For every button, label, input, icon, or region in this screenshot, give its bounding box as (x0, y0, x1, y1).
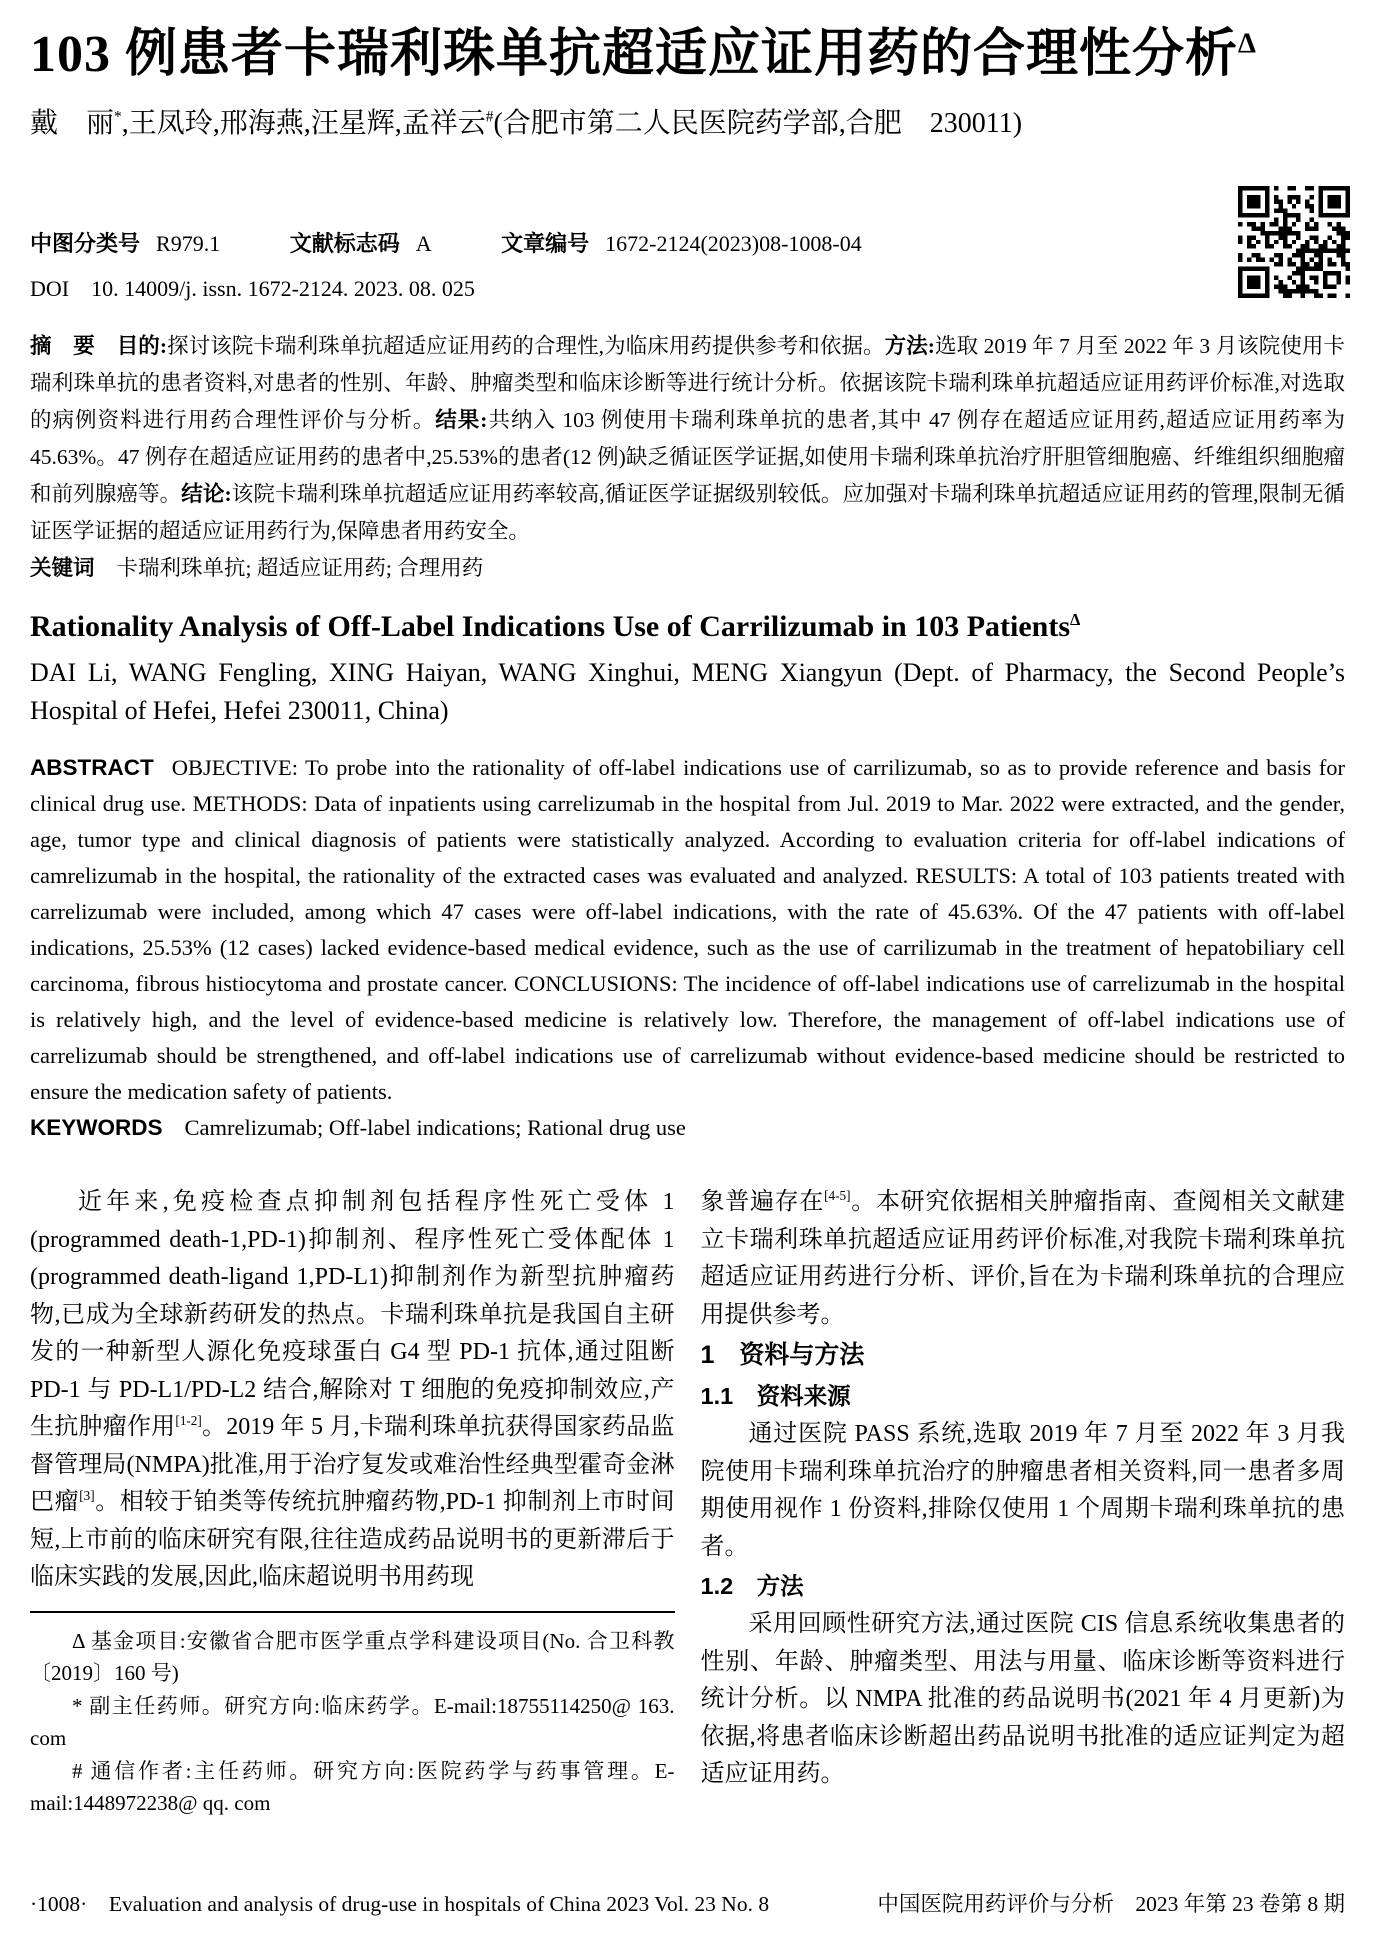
article-no-label: 文章编号 (501, 231, 590, 257)
right-column (701, 1184, 1346, 1820)
doi-row (30, 276, 1345, 302)
intro-seg-1: 近年来,免疫检查点抑制剂包括程序性死亡受体 1 (programmed death-1,PD-1)抑制剂、程序性死亡受体配体 1 (programmed death-ligand 1,PD-L1)抑制剂作为新型抗肿瘤药物,已成为全球新药研发的热点。卡瑞利珠单抗是我国自主研发的一种新型人源化免疫球蛋白 G4 型 PD-1 抗体,通过阻断 PD-1 与 PD-L1/PD-L2 结合,解除对 T 细胞的免疫抑制效应,产生抗肿瘤作用 (30, 1189, 675, 1441)
page-title (30, 20, 1345, 90)
objective-en-text: To probe into the rationality of off-label indications use of carrilizumab, so as to provide reference and basis for clinical drug use. (30, 755, 1345, 817)
intro-paragraph (30, 1184, 675, 1597)
page-footer (30, 1887, 1345, 1918)
keywords-en-label: KEYWORDS (30, 1115, 163, 1141)
author-first-mark: * (114, 108, 122, 126)
doc-code-value: A (415, 231, 432, 257)
english-title-superscript: Δ (1070, 610, 1081, 630)
clc-group (30, 231, 220, 256)
keywords-en-text: Camrelizumab; Off-label indications; Rational drug use (184, 1115, 686, 1141)
keywords-cn-text: 卡瑞利珠单抗; 超适应证用药; 合理用药 (116, 556, 484, 581)
author-first: 戴 丽 (30, 108, 115, 140)
qr-code (1238, 186, 1350, 298)
classification-row (30, 227, 1345, 258)
abstract-cn-label: 摘 要 (30, 334, 95, 359)
results-cn-label: 结果: (435, 408, 488, 433)
title-superscript: Δ (1238, 28, 1257, 60)
keywords-english (30, 1110, 1345, 1146)
results-en-text: A total of 103 patients treated with carrelizumab were included, among which 47 cases were off-label indications, with the rate of 45.63%. Of the 47 patients with off-label indications, 25.53% (12 cases) lacked evidence-based medical evidence, such as the use of carrilizumab in the treatment of hepatobiliary cell carcinoma, fibrous histiocytoma and prostate cancer. (30, 863, 1346, 997)
abstract-chinese (30, 328, 1345, 550)
conclusions-en-label: CONCLUSIONS: (514, 971, 678, 997)
intro-seg-3: 。相较于铂类等传统抗肿瘤药物,PD-1 抑制剂上市时间短,上市前的临床研究有限,往往造成药品说明书的更新滞后于临床实践的发展,因此,临床超说明书用药现 (30, 1489, 675, 1591)
doc-code-label: 文献标志码 (289, 231, 400, 257)
corresponding-note: # 通信作者:主任药师。研究方向:医院药学与药事管理。E-mail:1448972238@ qq. com (30, 1758, 675, 1816)
left-column (30, 1184, 675, 1820)
article-no-group (501, 231, 862, 256)
ref-1-2: [1-2] (175, 1413, 202, 1429)
doc-code-group (290, 231, 432, 256)
article-meta (30, 227, 1345, 302)
section-1-2-heading: 1.2 方法 (700, 1573, 804, 1600)
author-note: * 副主任药师。研究方向:临床药学。E-mail:18755114250@ 163. com (30, 1693, 675, 1751)
data-source-paragraph: 通过医院 PASS 系统,选取 2019 年 7 月至 2022 年 3 月我院使用卡瑞利珠单抗治疗的肿瘤患者相关资料,同一患者多周期使用视作 1 份资料,排除仅使用 1 个周期卡瑞利珠单抗的患者。 (700, 1421, 1345, 1560)
footer-right: 中国医院用药评价与分析 2023 年第 23 卷第 8 期 (877, 1892, 1345, 1916)
footnote-block (30, 1611, 675, 1820)
conclusion-cn-text: 该院卡瑞利珠单抗超适应证用药率较高,循证医学证据级别较低。应加强对卡瑞利珠单抗超适应证用药的管理,限制无循证医学证据的超适应证用药行为,保障患者用药安全。 (30, 482, 1345, 544)
results-cn-text: 共纳入 103 例使用卡瑞利珠单抗的患者,其中 47 例存在超适应证用药,超适应证用药率为 45.63%。47 例存在超适应证用药的患者中,25.53%的患者(12 例)缺乏循证医学证据,如使用卡瑞利珠单抗治疗肝胆管细胞癌、纤维组织细胞瘤和前列腺癌等。 (30, 408, 1345, 507)
clc-value: R979.1 (156, 231, 221, 257)
ref-4-5: [4-5] (824, 1188, 851, 1204)
doi-label: DOI (30, 276, 70, 302)
authors-line (30, 104, 1345, 143)
objective-cn-text: 探讨该院卡瑞利珠单抗超适应证用药的合理性,为临床用药提供参考和依据。 (167, 334, 885, 359)
clc-label: 中图分类号 (30, 231, 141, 257)
methods-en-text: Data of inpatients using carrelizumab in the hospital from Jul. 2019 to Mar. 2022 were extracted, and the gender, age, tumor type and clinical diagnosis of patients were statistically analyzed. According to evaluation criteria for off-label indications of camrelizumab in the hospital, the rationality of the extracted cases was evaluated and analyzed. (30, 791, 1346, 889)
conclusion-cn-label: 结论: (181, 482, 232, 507)
methods-cn-label: 方法: (884, 334, 935, 359)
english-title (30, 607, 1345, 646)
methods-cn-text: 选取 2019 年 7 月至 2022 年 3 月该院使用卡瑞利珠单抗的患者资料,对患者的性别、年龄、肿瘤类型和临床诊断等进行统计分析。依据该院卡瑞利珠单抗超适应证用药评价标准,对选取的病例资料进行用药合理性评价与分析。 (30, 334, 1345, 433)
doi-value: 10. 14009/j. issn. 1672-2124. 2023. 08. 025 (91, 276, 475, 302)
article-no-value: 1672-2124(2023)08-1008-04 (605, 231, 862, 257)
abstract-en-label: ABSTRACT (30, 755, 154, 781)
ref-3: [3] (79, 1488, 95, 1504)
authors-rest: ,王凤玲,邢海燕,汪星辉,孟祥云 (121, 108, 486, 140)
abstract-english (30, 750, 1345, 1110)
section-1-heading: 1 资料与方法 (700, 1341, 865, 1370)
conclusions-en-text: The incidence of off-label indications use of carrelizumab in the hospital is relatively high, and the level of evidence-based medicine is relatively low. Therefore, the management of off-label indications use of carrelizumab should be strengthened, and off-label indications use of carrelizumab without evidence-based medicine should be restricted to ensure the medication safety of patients. (30, 971, 1346, 1105)
cont-seg-1: 象普遍存在 (700, 1189, 825, 1216)
english-authors: DAI Li, WANG Fengling, XING Haiyan, WANG Xinghui, MENG Xiangyun (Dept. of Pharmacy, the Second People’s Hospital of Hefei, Hefei 230011, China) (30, 658, 1345, 726)
results-en-label: RESULTS: (915, 863, 1018, 889)
methods-paragraph: 采用回顾性研究方法,通过医院 CIS 信息系统收集患者的性别、年龄、肿瘤类型、用法与用量、临床诊断等资料进行统计分析。以 NMPA 批准的药品说明书(2021 年 4 月更新)为依据,将患者临床诊断超出药品说明书批准的适应证判定为超适应证用药。 (700, 1611, 1345, 1788)
objective-en-label: OBJECTIVE: (171, 755, 298, 781)
fund-note: Δ 基金项目:安徽省合肥市医学重点学科建设项目(No. 合卫科教〔2019〕160 号) (30, 1628, 675, 1686)
section-1-1-heading: 1.1 资料来源 (700, 1383, 851, 1410)
title-text: 103 例患者卡瑞利珠单抗超适应证用药的合理性分析 (30, 26, 1239, 83)
keywords-chinese (30, 550, 1345, 587)
affiliation: (合肥市第二人民医院药学部,合肥 230011) (493, 108, 1023, 140)
continuation-paragraph (701, 1184, 1346, 1334)
cont-seg-2: 。本研究依据相关肿瘤指南、查阅相关文献建立卡瑞利珠单抗超适应证用药评价标准,对我院卡瑞利珠单抗超适应证用药进行分析、评价,旨在为卡瑞利珠单抗的合理应用提供参考。 (700, 1189, 1345, 1328)
corresponding-author-mark: # (485, 108, 494, 126)
methods-en-label: METHODS: (192, 791, 308, 817)
intro-seg-2: 。2019 年 5 月,卡瑞利珠单抗获得国家药品监督管理局(NMPA)批准,用于治疗复发或难治性经典型霍奇金淋巴瘤 (30, 1414, 675, 1516)
body-columns (30, 1184, 1345, 1820)
footer-left: ·1008· Evaluation and analysis of drug-use in hospitals of China 2023 Vol. 23 No. 8 (30, 1892, 770, 1916)
keywords-cn-label: 关键词 (30, 556, 95, 581)
english-title-text: Rationality Analysis of Off-Label Indications Use of Carrilizumab in 103 Patients (30, 610, 1071, 644)
objective-cn-label: 目的: (116, 334, 168, 359)
